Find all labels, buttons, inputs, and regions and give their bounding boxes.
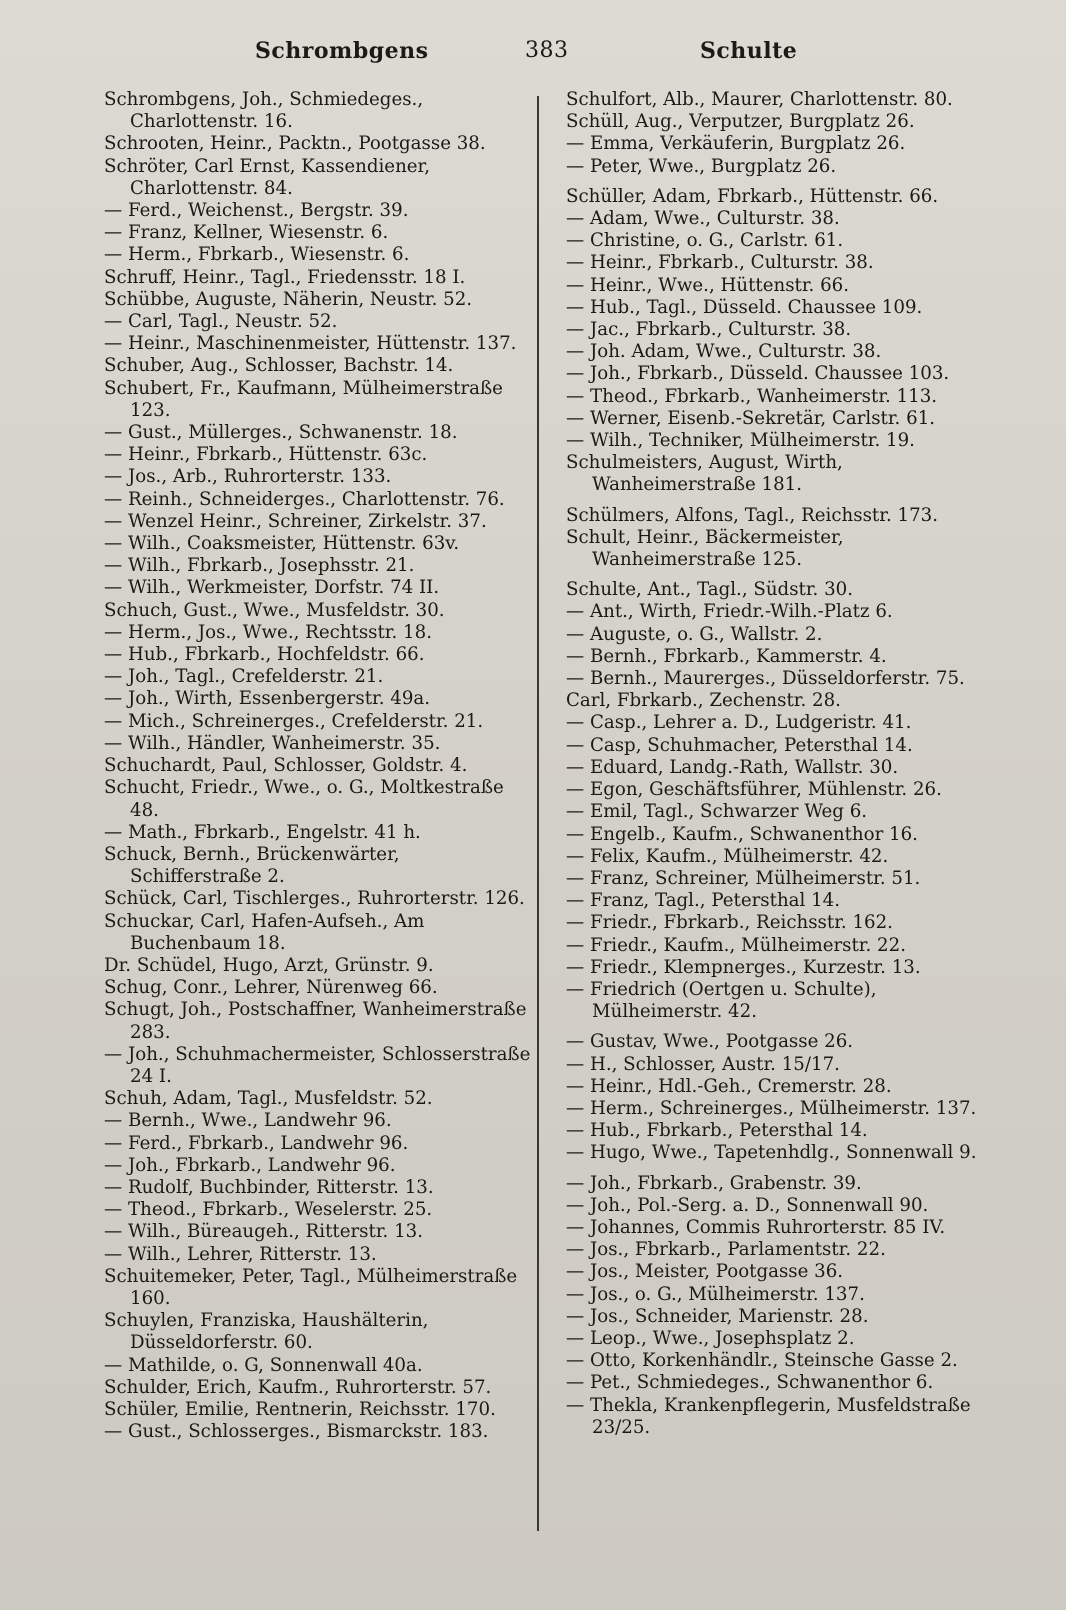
- directory-entry: — Jac., Fbrkarb., Culturstr. 38.: [566, 319, 852, 341]
- directory-entry: Schugt, Joh., Postschaffner, Wanheimerstraße 283.: [104, 999, 527, 1043]
- directory-entry: — Otto, Korkenhändlr., Steinsche Gasse 2.: [566, 1350, 958, 1372]
- header-right-keyword: Schulte: [700, 38, 798, 64]
- directory-entry: — Jos., Meister, Pootgasse 36.: [566, 1261, 844, 1283]
- directory-entry: — Ant., Wirth, Friedr.-Wilh.-Platz 6.: [566, 601, 893, 623]
- directory-entry: — Carl, Tagl., Neustr. 52.: [104, 311, 338, 333]
- directory-entry: — Friedr., Kaufm., Mülheimerstr. 22.: [566, 934, 906, 956]
- directory-entry: — Wilh., Lehrer, Ritterstr. 13.: [104, 1243, 377, 1265]
- directory-entry: — Bernh., Fbrkarb., Kammerstr. 4.: [566, 645, 887, 667]
- directory-entry: — Wenzel Heinr., Schreiner, Zirkelstr. 37.: [104, 510, 487, 532]
- directory-entry: — Hub., Tagl., Düsseld. Chaussee 109.: [566, 296, 923, 318]
- directory-entry: Schulder, Erich, Kaufm., Ruhrorterstr. 57.: [104, 1376, 492, 1398]
- directory-entry: — Hub., Fbrkarb., Petersthal 14.: [566, 1120, 868, 1142]
- directory-entry: Schuck, Bernh., Brückenwärter, Schifferstraße 2.: [104, 843, 400, 888]
- directory-entry: Schubert, Fr., Kaufmann, Mülheimerstraße 123.: [104, 377, 503, 421]
- directory-entry: — Gust., Müllerges., Schwanenstr. 18.: [104, 422, 458, 444]
- directory-entry: — Bernh., Wwe., Landwehr 96.: [104, 1110, 392, 1132]
- directory-entry: — Christine, o. G., Carlstr. 61.: [566, 230, 844, 252]
- directory-entry: — Leop., Wwe., Josephsplatz 2.: [566, 1327, 855, 1349]
- directory-entry: Schucht, Friedr., Wwe., o. G., Moltkestraße 48.: [104, 777, 504, 821]
- directory-entry: — Wilh., Büreaugeh., Ritterstr. 13.: [104, 1221, 423, 1243]
- directory-entry: Schrombgens, Joh., Schmiedeges., Charlottenstr. 16.: [104, 89, 424, 133]
- directory-entry: — Jos., Arb., Ruhrorterstr. 133.: [104, 466, 392, 488]
- directory-entry: Schüller, Adam, Fbrkarb., Hüttenstr. 66.: [566, 185, 939, 207]
- directory-entry: — Eduard, Landg.-Rath, Wallstr. 30.: [566, 756, 899, 778]
- directory-entry: — Pet., Schmiedeges., Schwanenthor 6.: [566, 1372, 934, 1394]
- directory-entry: Schulte, Ant., Tagl., Südstr. 30.: [566, 579, 854, 601]
- directory-entry: — Joh., Schuhmachermeister, Schlosserstraße 24 I.: [104, 1043, 531, 1087]
- directory-entry: — Johannes, Commis Ruhrorterstr. 85 IV.: [566, 1216, 946, 1238]
- directory-entry: — Ferd., Weichenst., Bergstr. 39.: [104, 200, 409, 222]
- directory-entry: — Franz, Tagl., Petersthal 14.: [566, 890, 841, 912]
- directory-entry: — Jos., Fbrkarb., Parlamentstr. 22.: [566, 1239, 886, 1261]
- directory-entry: — Friedr., Fbrkarb., Reichsstr. 162.: [566, 912, 893, 934]
- directory-entry: — Emma, Verkäuferin, Burgplatz 26.: [566, 133, 906, 155]
- directory-entry: Schuckar, Carl, Hafen-Aufseh., Am Buchenbaum 18.: [104, 910, 425, 954]
- directory-entry: — Heinr., Fbrkarb., Culturstr. 38.: [566, 252, 874, 274]
- directory-entry: — Joh., Pol.-Serg. a. D., Sonnenwall 90.: [566, 1194, 929, 1216]
- directory-entry: — Wilh., Händler, Wanheimerstr. 35.: [104, 732, 441, 754]
- directory-entry: — Friedr., Klempnerges., Kurzestr. 13.: [566, 956, 921, 978]
- directory-entry: — Joh. Adam, Wwe., Culturstr. 38.: [566, 341, 882, 363]
- directory-entry: — Casp., Lehrer a. D., Ludgeristr. 41.: [566, 712, 912, 734]
- directory-entry: — Math., Fbrkarb., Engelstr. 41 h.: [104, 821, 421, 843]
- directory-entry: — Heinr., Wwe., Hüttenstr. 66.: [566, 274, 850, 296]
- directory-entry: Carl, Fbrkarb., Zechenstr. 28.: [566, 690, 841, 712]
- directory-entry: — Heinr., Hdl.-Geh., Cremerstr. 28.: [566, 1075, 892, 1097]
- directory-entry: Schuh, Adam, Tagl., Musfeldstr. 52.: [104, 1088, 433, 1110]
- directory-entry: Schück, Carl, Tischlerges., Ruhrorterstr. 126.: [104, 888, 525, 910]
- directory-entry: — Theod., Fbrkarb., Wanheimerstr. 113.: [566, 385, 938, 407]
- directory-entry: — Hugo, Wwe., Tapetenhdlg., Sonnenwall 9.: [566, 1142, 977, 1164]
- directory-entry: — Wilh., Coaksmeister, Hüttenstr. 63v.: [104, 533, 460, 555]
- page-number: 383: [525, 38, 569, 63]
- directory-entry: Schülmers, Alfons, Tagl., Reichsstr. 173.: [566, 504, 938, 526]
- directory-entry: — Hub., Fbrkarb., Hochfeldstr. 66.: [104, 644, 425, 666]
- directory-entry: — H., Schlosser, Austr. 15/17.: [566, 1053, 840, 1075]
- directory-entry: Schuchardt, Paul, Schlosser, Goldstr. 4.: [104, 755, 468, 777]
- directory-entry: — Gust., Schlosserges., Bismarckstr. 183.: [104, 1421, 489, 1443]
- directory-entry: — Egon, Geschäftsführer, Mühlenstr. 26.: [566, 779, 942, 801]
- directory-entry: Dr. Schüdel, Hugo, Arzt, Grünstr. 9.: [104, 954, 434, 976]
- directory-entry: — Adam, Wwe., Culturstr. 38.: [566, 208, 840, 230]
- directory-entry: Schuch, Gust., Wwe., Musfeldstr. 30.: [104, 599, 445, 621]
- header-left-keyword: Schrombgens: [255, 38, 429, 64]
- directory-entry: Schug, Conr., Lehrer, Nürenweg 66.: [104, 977, 438, 999]
- directory-entry: Schüll, Aug., Verputzer, Burgplatz 26.: [566, 111, 915, 133]
- directory-entry: — Wilh., Techniker, Mülheimerstr. 19.: [566, 430, 915, 452]
- directory-entry: — Reinh., Schneiderges., Charlottenstr. 76.: [104, 488, 505, 510]
- directory-entry: — Wilh., Werkmeister, Dorfstr. 74 II.: [104, 577, 440, 599]
- directory-entry: — Felix, Kaufm., Mülheimerstr. 42.: [566, 845, 889, 867]
- directory-entry: — Engelb., Kaufm., Schwanenthor 16.: [566, 823, 918, 845]
- directory-entry: — Joh., Fbrkarb., Landwehr 96.: [104, 1154, 396, 1176]
- column-divider: [537, 96, 539, 1531]
- directory-entry: — Bernh., Maurerges., Düsseldorferstr. 75.: [566, 668, 965, 690]
- directory-entry: Schuitemeker, Peter, Tagl., Mülheimerstraße 160.: [104, 1265, 518, 1309]
- directory-entry: Schröter, Carl Ernst, Kassendiener, Charlottenstr. 84.: [104, 155, 431, 199]
- directory-entry: Schulfort, Alb., Maurer, Charlottenstr. 80.: [566, 89, 953, 110]
- directory-entry: Schrooten, Heinr., Packtn., Pootgasse 38.: [104, 133, 486, 155]
- directory-entry: — Herm., Fbrkarb., Wiesenstr. 6.: [104, 244, 410, 266]
- directory-entry: Schruff, Heinr., Tagl., Friedensstr. 18 I.: [104, 266, 466, 288]
- directory-entry: — Thekla, Krankenpflegerin, Musfeldstraße 23/25.: [566, 1394, 971, 1438]
- directory-entry: — Heinr., Maschinenmeister, Hüttenstr. 137.: [104, 333, 517, 355]
- directory-entry: — Wilh., Fbrkarb., Josephsstr. 21.: [104, 555, 415, 577]
- directory-entry: — Emil, Tagl., Schwarzer Weg 6.: [566, 801, 868, 823]
- directory-entry: Schuber, Aug., Schlosser, Bachstr. 14.: [104, 355, 454, 377]
- directory-entry: — Peter, Wwe., Burgplatz 26.: [566, 155, 837, 177]
- directory-entry: — Jos., Schneider, Marienstr. 28.: [566, 1305, 869, 1327]
- directory-entry: — Mathilde, o. G, Sonnenwall 40a.: [104, 1354, 423, 1376]
- directory-entry: — Mich., Schreinerges., Crefelderstr. 21.: [104, 710, 484, 732]
- directory-entry: — Rudolf, Buchbinder, Ritterstr. 13.: [104, 1176, 434, 1198]
- directory-entry: — Casp, Schuhmacher, Petersthal 14.: [566, 734, 913, 756]
- directory-entry: — Franz, Kellner, Wiesenstr. 6.: [104, 222, 389, 244]
- directory-entry: — Ferd., Fbrkarb., Landwehr 96.: [104, 1132, 409, 1154]
- directory-entry: — Joh., Fbrkarb., Düsseld. Chaussee 103.: [566, 363, 950, 385]
- directory-entry: Schübbe, Auguste, Näherin, Neustr. 52.: [104, 288, 473, 310]
- directory-entry: — Franz, Schreiner, Mülheimerstr. 51.: [566, 867, 921, 889]
- directory-entry: — Joh., Wirth, Essenbergerstr. 49a.: [104, 688, 431, 710]
- directory-entry: Schulmeisters, August, Wirth, Wanheimerstraße 181.: [566, 452, 843, 496]
- directory-entry: — Friedrich (Oertgen u. Schulte), Mülheimerstr. 42.: [566, 978, 877, 1023]
- directory-entry: — Theod., Fbrkarb., Weselerstr. 25.: [104, 1199, 433, 1221]
- directory-entry: Schüler, Emilie, Rentnerin, Reichsstr. 170.: [104, 1398, 496, 1420]
- directory-entry: — Joh., Tagl., Crefelderstr. 21.: [104, 666, 384, 688]
- page-header: [0, 38, 1066, 74]
- directory-entry: Schuylen, Franziska, Haushälterin, Düsseldorferstr. 60.: [104, 1310, 429, 1354]
- directory-entry: Schult, Heinr., Bäckermeister, Wanheimerstraße 125.: [566, 526, 844, 571]
- directory-entry: — Joh., Fbrkarb., Grabenstr. 39.: [566, 1172, 862, 1194]
- directory-entry: — Jos., o. G., Mülheimerstr. 137.: [566, 1283, 865, 1305]
- left-column: [104, 89, 534, 1443]
- right-column: [566, 89, 996, 1439]
- directory-entry: — Werner, Eisenb.-Sekretär, Carlstr. 61.: [566, 407, 936, 429]
- directory-entry: — Herm., Jos., Wwe., Rechtsstr. 18.: [104, 621, 432, 643]
- directory-entry: — Heinr., Fbrkarb., Hüttenstr. 63c.: [104, 444, 428, 466]
- directory-entry: — Herm., Schreinerges., Mülheimerstr. 137.: [566, 1097, 977, 1119]
- directory-entry: — Auguste, o. G., Wallstr. 2.: [566, 623, 823, 645]
- directory-entry: — Gustav, Wwe., Pootgasse 26.: [566, 1031, 854, 1053]
